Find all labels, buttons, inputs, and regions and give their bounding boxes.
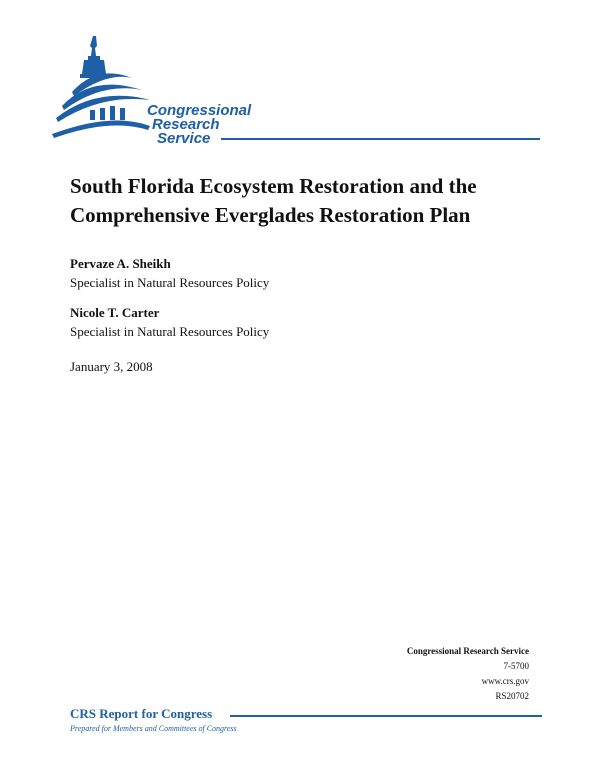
header-rule — [221, 138, 540, 140]
footer-title: CRS Report for Congress — [70, 706, 213, 721]
crs-phone: 7-5700 — [503, 661, 529, 671]
crs-website: www.crs.gov — [481, 676, 529, 686]
org-name-line-3: Service — [157, 130, 211, 147]
org-name-line-1: Congressional — [147, 102, 252, 119]
crs-capitol-dome-logo-icon — [52, 34, 542, 146]
author-1-name: Pervaze A. Sheikh — [70, 256, 171, 271]
author-2-name: Nicole T. Carter — [70, 305, 160, 320]
footer-subtitle: Prepared for Members and Committees of Congress — [70, 724, 237, 733]
crs-report-number: RS20702 — [495, 691, 529, 701]
report-title: South Florida Ecosystem Restoration and the Comprehensive Everglades Restoration Plan — [70, 174, 477, 227]
author-1-role: Specialist in Natural Resources Policy — [70, 275, 270, 290]
org-name-line-2: Research — [152, 116, 220, 133]
footer-rule — [230, 715, 542, 717]
author-2-role: Specialist in Natural Resources Policy — [70, 324, 270, 339]
crs-name: Congressional Research Service — [406, 646, 529, 656]
crs-contact-block — [407, 645, 529, 702]
report-date: January 3, 2008 — [70, 359, 153, 374]
